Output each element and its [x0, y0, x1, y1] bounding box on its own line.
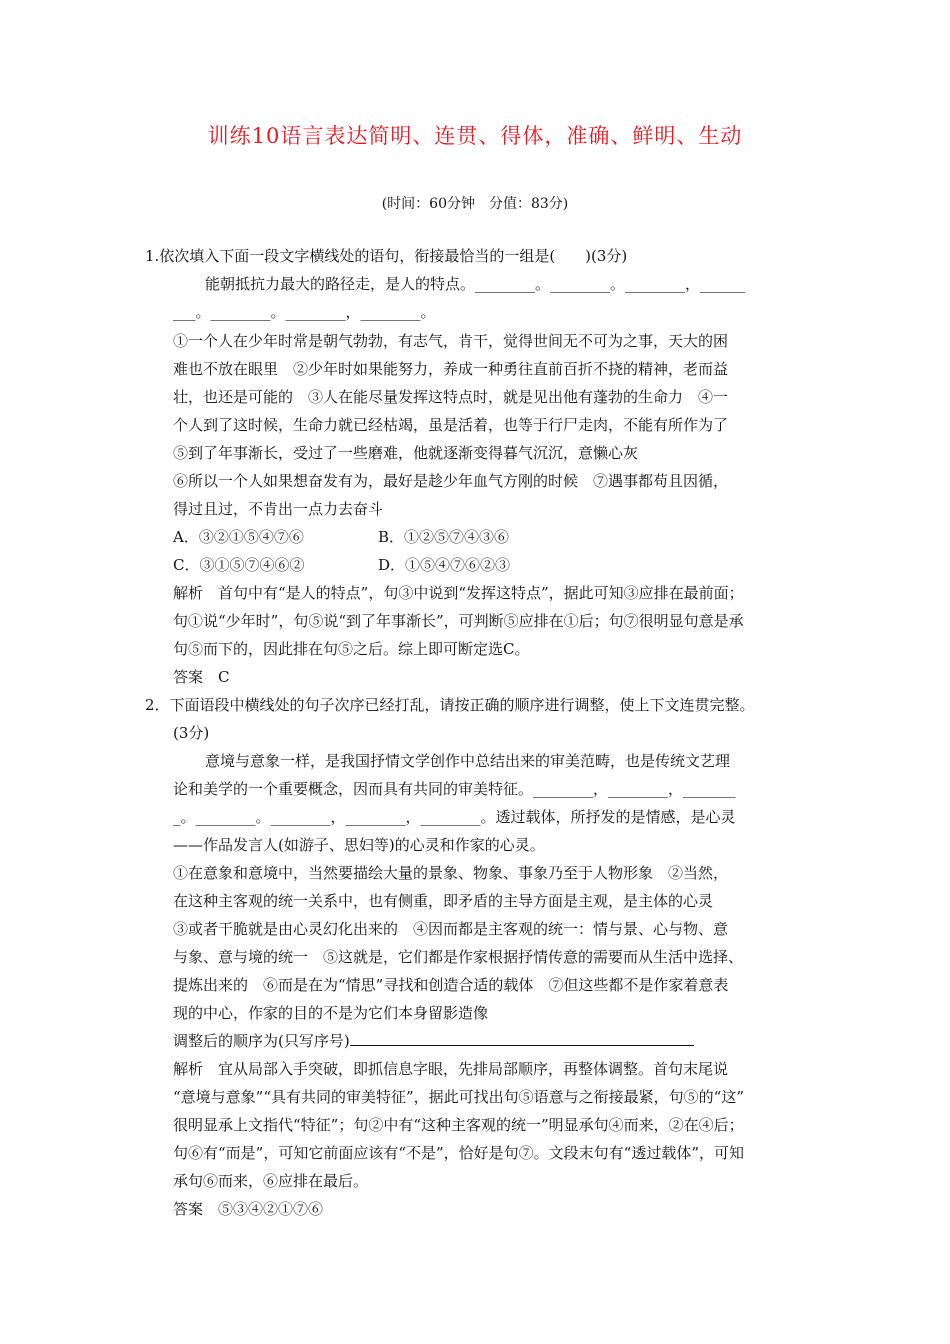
- q2-passage-line: 论和美学的一个重要概念，因而具有共同的审美特征。________，________，_______: [173, 780, 736, 798]
- q2-sentence-line: 提炼出来的 ⑥而是在为“情思”寻找和创造合适的载体 ⑦但这些都不是作家着意表: [173, 976, 729, 994]
- q2-stem-score: (3分): [173, 724, 210, 742]
- q1-option-c: C．③①⑤⑦④⑥②: [173, 556, 305, 574]
- q2-passage-line: _。________。________，________，________。透过载体，所抒发的是情感，是心灵: [173, 808, 736, 826]
- q1-stem: 1.依次填入下面一段文字横线处的语句，衔接最恰当的一组是( )(3分): [145, 247, 628, 265]
- q2-sentence-line: ③或者干脆就是由心灵幻化出来的 ④因而都是主客观的统一：情与景、心与物、意: [173, 920, 729, 938]
- q2-sentence-line: 在这种主客观的统一关系中，也有侧重，即矛盾的主导方面是主观，是主体的心灵: [173, 892, 714, 910]
- q2-order-prompt: [173, 1031, 694, 1051]
- q2-analysis-line: “意境与意象”“具有共同的审美特征”，据此可找出句⑤语意与之衔接最紧，句⑤的“这”: [173, 1088, 745, 1106]
- q2-sentence-line: 与象、意与境的统一 ⑤这就是，它们都是作家根据抒情传意的需要而从生活中选择、: [173, 948, 744, 966]
- q1-analysis-line: 句①说“少年时”，句⑤说“到了年事渐长”，可判断⑤应排在①后；句⑦很明显句意是承: [173, 612, 744, 630]
- q2-stem: 2．下面语段中横线处的句子次序已经打乱，请按正确的顺序进行调整，使上下文连贯完整。: [145, 696, 755, 714]
- q2-sentence-line: ①在意象和意境中，当然要描绘大量的景象、物象、事象乃至于人物形象 ②当然，: [173, 864, 729, 882]
- q1-option-b: B．①②⑤⑦④③⑥: [378, 528, 510, 546]
- q1-option-a: A．③②①⑤④⑦⑥: [173, 528, 304, 546]
- q1-sentence-line: 难也不放在眼里 ②少年时如果能努力，养成一种勇往直前百折不挠的精神，老而益: [173, 360, 729, 378]
- q1-sentence-line: ①一个人在少年时常是朝气勃勃，有志气，肯干，觉得世间无不可为之事，天大的困: [173, 332, 729, 350]
- q1-sentence-line: ⑤到了年事渐长，受过了一些磨难，他就逐渐变得暮气沉沉，意懒心灰: [173, 444, 639, 462]
- q1-analysis-line: 句⑤而下的，因此排在句⑤之后。综上即可断定选C。: [173, 640, 530, 658]
- q1-sentence-line: ⑥所以一个人如果想奋发有为，最好是趁少年血气方刚的时候 ⑦遇事都苟且因循，: [173, 472, 729, 490]
- q2-analysis-line: 很明显承上文指代“特征”；句②中有“这种主客观的统一”明显承句④而来，②在④后；: [173, 1116, 744, 1134]
- q2-order-answer-blank[interactable]: [350, 1031, 694, 1046]
- q1-analysis-line: 解析 首句中有“是人的特点”，句③中说到“发挥这特点”，据此可知③应排在最前面；: [173, 584, 744, 602]
- q2-passage-line: ——作品发言人(如游子、思妇等)的心灵和作家的心灵。: [173, 836, 545, 854]
- q2-passage-line: 意境与意象一样，是我国抒情文学创作中总结出来的审美范畴，也是传统文艺理: [205, 752, 731, 770]
- q2-sentence-line: 现的中心，作家的目的不是为它们本身留影造像: [173, 1004, 489, 1022]
- q1-passage-line: ___。________。________，________。: [173, 303, 436, 321]
- q2-analysis-line: 承句⑥而来，⑥应排在最后。: [173, 1172, 369, 1190]
- q2-answer: 答案 ⑤③④②①⑦⑥: [173, 1200, 324, 1218]
- time-score-info: (时间：60分钟 分值：83分): [381, 196, 569, 212]
- q1-sentence-line: 壮，也还是可能的 ③人在能尽量发挥这特点时，就是见出他有蓬勃的生命力 ④一: [173, 388, 729, 406]
- q1-answer: 答案 C: [173, 668, 230, 686]
- q2-analysis-line: 解析 宜从局部入手突破，即抓信息字眼，先排局部顺序，再整体调整。首句末尾说: [173, 1060, 729, 1078]
- q1-sentence-line: 得过且过，不肯出一点力去奋斗: [173, 500, 384, 518]
- q2-analysis-line: 句⑥有“而是”，可知它前面应该有“不是”，恰好是句⑦。文段末句有“透过载体”，可知: [173, 1144, 745, 1162]
- q1-option-d: D．①⑤④⑦⑥②③: [378, 556, 511, 574]
- q2-order-label: 调整后的顺序为(只写序号): [173, 1032, 350, 1050]
- page-title: 训练10语言表达简明、连贯、得体，准确、鲜明、生动: [207, 124, 743, 148]
- q1-passage-line: 能朝抵抗力最大的路径走，是人的特点。________。________。________，______: [205, 275, 746, 293]
- q1-sentence-line: 个人到了这时候，生命力就已经枯竭，虽是活着，也等于行尸走肉，不能有所作为了: [173, 416, 729, 434]
